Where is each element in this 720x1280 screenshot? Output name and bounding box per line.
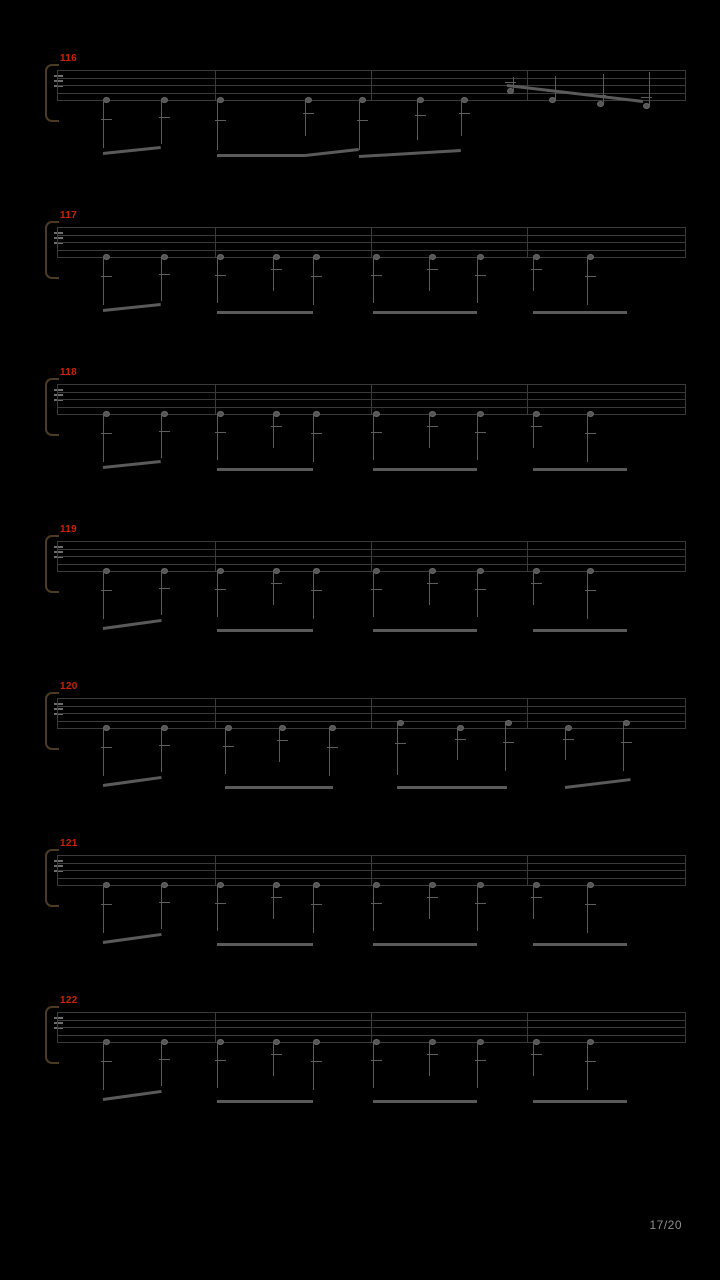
note-head <box>397 720 404 726</box>
beam <box>217 629 313 632</box>
fret-dash <box>455 739 466 740</box>
beam <box>373 943 477 946</box>
note-head <box>373 568 380 574</box>
note-head <box>313 1039 320 1045</box>
note-head <box>161 254 168 260</box>
note-head <box>103 411 110 417</box>
fret-dash <box>371 1060 382 1061</box>
note-head <box>457 725 464 731</box>
beam <box>533 1100 627 1103</box>
barline <box>371 70 372 101</box>
fret-dash <box>101 276 112 277</box>
fret-dash <box>427 897 438 898</box>
beam <box>533 629 627 632</box>
note-stem <box>477 414 478 460</box>
fret-dash <box>459 113 470 114</box>
barline <box>215 70 216 101</box>
barline <box>57 384 58 415</box>
note-stem <box>313 571 314 619</box>
fret-dash <box>531 269 542 270</box>
fret-dash <box>271 426 282 427</box>
note-head <box>533 411 540 417</box>
note-stem <box>305 100 306 136</box>
note-head <box>279 725 286 731</box>
fret-dash <box>159 274 170 275</box>
barline <box>685 541 686 572</box>
note-head <box>477 568 484 574</box>
barline <box>57 70 58 101</box>
note-stem <box>161 728 162 772</box>
fret-dash <box>475 1060 486 1061</box>
fret-dash <box>215 903 226 904</box>
note-stem <box>417 100 418 140</box>
barline <box>215 384 216 415</box>
fret-dash <box>585 1061 596 1062</box>
note-head <box>533 568 540 574</box>
fret-dash <box>475 903 486 904</box>
fret-dash <box>503 742 514 743</box>
note-stem <box>373 414 374 460</box>
note-head <box>161 725 168 731</box>
beam <box>359 149 461 158</box>
barline <box>527 541 528 572</box>
note-head <box>225 725 232 731</box>
beam <box>533 468 627 471</box>
note-stem <box>103 885 104 933</box>
note-stem <box>329 728 330 776</box>
fret-dash <box>371 275 382 276</box>
note-stem <box>477 885 478 931</box>
note-stem <box>273 885 274 919</box>
note-head <box>429 411 436 417</box>
fret-dash <box>395 743 406 744</box>
note-head <box>587 411 594 417</box>
beam <box>373 468 477 471</box>
note-head <box>103 97 110 103</box>
note-stem <box>225 728 226 774</box>
barline <box>527 384 528 415</box>
note-stem <box>587 1042 588 1090</box>
fret-dash <box>415 115 426 116</box>
note-head <box>217 1039 224 1045</box>
note-stem <box>505 723 506 771</box>
fret-dash <box>215 432 226 433</box>
barline <box>57 541 58 572</box>
note-head <box>217 254 224 260</box>
staff <box>57 384 685 424</box>
beam <box>533 311 627 314</box>
note-head <box>533 1039 540 1045</box>
note-head <box>103 568 110 574</box>
barline <box>57 855 58 886</box>
fret-dash <box>563 739 574 740</box>
fret-dash <box>641 97 652 98</box>
fret-dash <box>475 432 486 433</box>
note-stem <box>623 723 624 771</box>
note-head <box>477 1039 484 1045</box>
fret-dash <box>371 589 382 590</box>
fret-dash <box>427 1054 438 1055</box>
note-head <box>273 254 280 260</box>
barline <box>685 70 686 101</box>
barline <box>527 855 528 886</box>
note-stem <box>649 72 650 106</box>
beam <box>217 1100 313 1103</box>
fret-dash <box>427 426 438 427</box>
note-head <box>217 882 224 888</box>
beam <box>373 311 477 314</box>
note-stem <box>429 571 430 605</box>
barline <box>685 698 686 729</box>
barline <box>685 855 686 886</box>
fret-dash <box>159 902 170 903</box>
note-stem <box>359 100 360 150</box>
barline <box>215 855 216 886</box>
note-head <box>587 1039 594 1045</box>
note-stem <box>217 571 218 617</box>
barline <box>57 1012 58 1043</box>
note-stem <box>313 885 314 933</box>
beam <box>103 933 161 944</box>
beam <box>217 468 313 471</box>
fret-dash <box>215 589 226 590</box>
note-stem <box>533 1042 534 1076</box>
barline <box>685 384 686 415</box>
note-stem <box>313 257 314 305</box>
page-number: 17/20 <box>649 1218 682 1232</box>
fret-dash <box>311 1061 322 1062</box>
fret-dash <box>159 431 170 432</box>
barline <box>371 384 372 415</box>
note-stem <box>429 885 430 919</box>
measure-number: 116 <box>60 53 78 64</box>
barline <box>215 698 216 729</box>
fret-dash <box>595 95 606 96</box>
note-stem <box>273 414 274 448</box>
fret-dash <box>371 903 382 904</box>
barline <box>57 698 58 729</box>
note-stem <box>217 885 218 931</box>
note-stem <box>273 1042 274 1076</box>
fret-dash <box>159 745 170 746</box>
note-stem <box>103 728 104 776</box>
beam <box>373 629 477 632</box>
note-stem <box>477 257 478 303</box>
note-head <box>313 411 320 417</box>
note-head <box>217 411 224 417</box>
beam <box>533 943 627 946</box>
fret-dash <box>271 897 282 898</box>
note-stem <box>161 257 162 301</box>
note-stem <box>587 414 588 462</box>
note-stem <box>373 885 374 931</box>
note-head <box>313 568 320 574</box>
note-stem <box>103 414 104 462</box>
staff <box>57 1012 685 1052</box>
note-stem <box>373 1042 374 1088</box>
barline <box>527 227 528 258</box>
beam <box>103 619 161 630</box>
beam <box>103 460 161 469</box>
fret-dash <box>371 432 382 433</box>
fret-dash <box>547 91 558 92</box>
note-stem <box>273 257 274 291</box>
note-stem <box>217 1042 218 1088</box>
note-stem <box>273 571 274 605</box>
fret-dash <box>357 120 368 121</box>
note-stem <box>373 257 374 303</box>
note-head <box>161 1039 168 1045</box>
note-stem <box>513 77 514 91</box>
note-stem <box>103 1042 104 1090</box>
fret-dash <box>159 1059 170 1060</box>
note-head <box>429 1039 436 1045</box>
note-head <box>273 411 280 417</box>
note-stem <box>555 76 556 100</box>
fret-dash <box>475 589 486 590</box>
note-head <box>477 882 484 888</box>
note-stem <box>373 571 374 617</box>
fret-dash <box>531 583 542 584</box>
note-head <box>161 411 168 417</box>
staff <box>57 855 685 895</box>
note-stem <box>429 257 430 291</box>
staff <box>57 70 685 110</box>
beam <box>217 311 313 314</box>
note-stem <box>565 728 566 760</box>
note-stem <box>587 257 588 305</box>
note-stem <box>161 885 162 929</box>
note-head <box>461 97 468 103</box>
barline <box>685 1012 686 1043</box>
measure-number: 117 <box>60 210 78 221</box>
fret-dash <box>311 590 322 591</box>
note-stem <box>533 257 534 291</box>
note-stem <box>217 100 218 150</box>
note-head <box>103 725 110 731</box>
fret-dash <box>311 276 322 277</box>
note-stem <box>279 728 280 762</box>
note-stem <box>161 100 162 144</box>
note-stem <box>457 728 458 760</box>
note-head <box>587 254 594 260</box>
fret-dash <box>215 275 226 276</box>
barline <box>215 541 216 572</box>
note-stem <box>603 74 604 104</box>
beam <box>305 148 359 157</box>
fret-dash <box>427 583 438 584</box>
fret-dash <box>101 119 112 120</box>
fret-dash <box>271 583 282 584</box>
note-head <box>305 97 312 103</box>
barline <box>57 227 58 258</box>
note-stem <box>533 571 534 605</box>
note-head <box>565 725 572 731</box>
note-head <box>273 882 280 888</box>
note-head <box>273 568 280 574</box>
fret-dash <box>327 747 338 748</box>
fret-dash <box>271 1054 282 1055</box>
measure-number: 118 <box>60 367 78 378</box>
measure-number: 121 <box>60 838 78 849</box>
barline <box>527 698 528 729</box>
fret-dash <box>277 740 288 741</box>
note-head <box>533 254 540 260</box>
note-head <box>477 254 484 260</box>
note-stem <box>477 571 478 617</box>
fret-dash <box>311 904 322 905</box>
beam <box>217 154 305 157</box>
note-head <box>373 882 380 888</box>
beam <box>103 1090 161 1101</box>
barline <box>371 227 372 258</box>
note-head <box>217 568 224 574</box>
fret-dash <box>303 113 314 114</box>
note-head <box>313 882 320 888</box>
fret-dash <box>585 276 596 277</box>
note-head <box>161 882 168 888</box>
note-stem <box>397 723 398 775</box>
note-head <box>359 97 366 103</box>
note-stem <box>587 885 588 933</box>
note-stem <box>429 1042 430 1076</box>
fret-dash <box>215 120 226 121</box>
fret-dash <box>101 433 112 434</box>
fret-dash <box>621 742 632 743</box>
note-head <box>429 254 436 260</box>
barline <box>215 227 216 258</box>
note-head <box>429 568 436 574</box>
note-stem <box>313 1042 314 1090</box>
note-stem <box>161 571 162 615</box>
beam <box>103 776 161 787</box>
beam <box>217 943 313 946</box>
barline <box>371 855 372 886</box>
note-head <box>329 725 336 731</box>
fret-dash <box>585 433 596 434</box>
note-stem <box>217 257 218 303</box>
fret-dash <box>271 269 282 270</box>
note-stem <box>103 571 104 619</box>
barline <box>371 1012 372 1043</box>
note-stem <box>587 571 588 619</box>
note-head <box>477 411 484 417</box>
fret-dash <box>505 82 516 83</box>
note-head <box>273 1039 280 1045</box>
note-head <box>373 1039 380 1045</box>
note-head <box>623 720 630 726</box>
fret-dash <box>101 904 112 905</box>
fret-dash <box>531 1054 542 1055</box>
beam <box>397 786 507 789</box>
note-head <box>217 97 224 103</box>
fret-dash <box>215 1060 226 1061</box>
note-head <box>103 882 110 888</box>
measure-number: 119 <box>60 524 78 535</box>
measure-number: 120 <box>60 681 78 692</box>
fret-dash <box>531 426 542 427</box>
staff <box>57 227 685 267</box>
fret-dash <box>585 590 596 591</box>
beam <box>225 786 333 789</box>
beam <box>565 778 631 789</box>
note-head <box>373 411 380 417</box>
barline <box>371 698 372 729</box>
note-head <box>429 882 436 888</box>
note-head <box>417 97 424 103</box>
note-head <box>533 882 540 888</box>
fret-dash <box>159 117 170 118</box>
note-head <box>103 254 110 260</box>
fret-dash <box>427 269 438 270</box>
fret-dash <box>223 746 234 747</box>
note-stem <box>533 885 534 919</box>
fret-dash <box>159 588 170 589</box>
note-stem <box>103 257 104 305</box>
beam <box>103 303 161 312</box>
note-stem <box>161 1042 162 1086</box>
note-head <box>373 254 380 260</box>
fret-dash <box>101 1061 112 1062</box>
note-stem <box>477 1042 478 1088</box>
beam <box>103 146 161 155</box>
beam <box>373 1100 477 1103</box>
note-head <box>161 97 168 103</box>
measure-number: 122 <box>60 995 78 1006</box>
barline <box>527 1012 528 1043</box>
note-stem <box>429 414 430 448</box>
note-head <box>161 568 168 574</box>
note-stem <box>217 414 218 460</box>
staff <box>57 698 685 738</box>
fret-dash <box>101 590 112 591</box>
note-stem <box>161 414 162 458</box>
note-head <box>505 720 512 726</box>
fret-dash <box>311 433 322 434</box>
fret-dash <box>585 904 596 905</box>
note-head <box>103 1039 110 1045</box>
barline <box>215 1012 216 1043</box>
note-stem <box>313 414 314 462</box>
note-stem <box>533 414 534 448</box>
fret-dash <box>475 275 486 276</box>
note-head <box>587 882 594 888</box>
fret-dash <box>101 747 112 748</box>
note-stem <box>103 100 104 148</box>
fret-dash <box>531 897 542 898</box>
barline <box>371 541 372 572</box>
barline <box>685 227 686 258</box>
staff <box>57 541 685 581</box>
note-head <box>587 568 594 574</box>
note-head <box>313 254 320 260</box>
note-stem <box>461 100 462 136</box>
